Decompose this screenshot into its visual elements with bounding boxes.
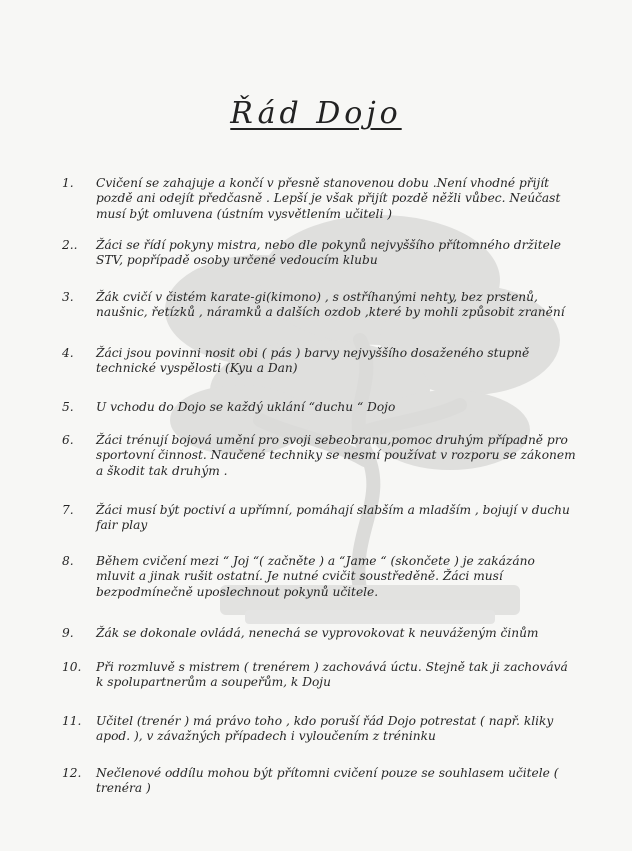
list-item [62,554,577,600]
list-item [62,714,577,745]
list-item [62,400,577,415]
page-title: Řád Dojo [230,96,402,131]
rule-number: 12. [62,766,82,780]
rule-text: Cvičení se zahajuje a končí v přesně stanovenou dobu .Není vhodné přijít pozdě ani odejít předčasně . Lepší je však přijít pozdě něžli vůbec. Neúčast musí být omluvena (ústním vysvětlením učiteli ) [96,176,561,221]
rule-text: Žáci se řídí pokyny mistra, nebo dle pokynů nejvyššího přítomného držitele STV, popřípadě osoby určené vedoucím klubu [96,238,561,268]
list-item [62,290,577,321]
rule-text: Žák se dokonale ovládá, nenechá se vyprovokovat k neuváženým činům [96,626,539,640]
rule-number: 9. [62,626,74,640]
rule-number: 4. [62,346,74,360]
rule-text: Žáci musí být poctiví a upřímní, pomáhají slabším a mladším , bojují v duchu fair play [96,503,570,533]
rule-text: Učitel (trenér ) má právo toho , kdo poruší řád Dojo potrestat ( např. kliky apod. ), v závažných případech i vyloučením z tréninku [96,714,554,744]
rule-text: U vchodu do Dojo se každý uklání “duchu “ Dojo [96,400,396,414]
list-item [62,503,577,534]
rule-text: Během cvičení mezi “ Joj “( začněte ) a “Jame “ (skončete ) je zakázáno mluvit a jinak rušit ostatní. Je nutné cvičit soustředěně. Žáci musí bezpodmínečně uposlechnout pokynů učitele. [96,554,535,599]
rule-number: 7. [62,503,74,517]
rule-text: Nečlenové oddílu mohou být přítomni cvičení pouze se souhlasem učitele ( trenéra ) [96,766,559,796]
rule-number: 10. [62,660,82,674]
rule-text: Žáci jsou povinni nosit obi ( pás ) barvy nejvyššího dosaženého stupně technické vyspělosti (Kyu a Dan) [96,346,530,376]
rule-text: Při rozmluvě s mistrem ( trenérem ) zachovává úctu. Stejně tak ji zachovává k spolupartnerům a soupeřům, k Doju [96,660,568,690]
list-item [62,176,577,222]
rule-number: 8. [62,554,74,568]
list-item [62,626,577,641]
list-item [62,433,577,479]
rule-number: 11. [62,714,82,728]
rule-number: 2.. [62,238,78,252]
list-item [62,660,577,691]
rule-number: 1. [62,176,74,190]
rule-number: 5. [62,400,74,414]
rule-number: 3. [62,290,74,304]
rule-number: 6. [62,433,74,447]
rule-text: Žáci trénují bojová umění pro svoji sebeobranu,pomoc druhým případně pro sportovní činnost. Naučené techniky se nesmí používat v rozporu se zákonem a škodit tak druhým . [96,433,576,478]
list-item [62,238,577,269]
rule-text: Žák cvičí v čistém karate-gi(kimono) , s ostříhanými nehty, bez prstenů, naušnic, řetízků , náramků a dalších ozdob ,které by mohli způsobit zranění [96,290,565,320]
list-item [62,766,577,797]
list-item [62,346,577,377]
